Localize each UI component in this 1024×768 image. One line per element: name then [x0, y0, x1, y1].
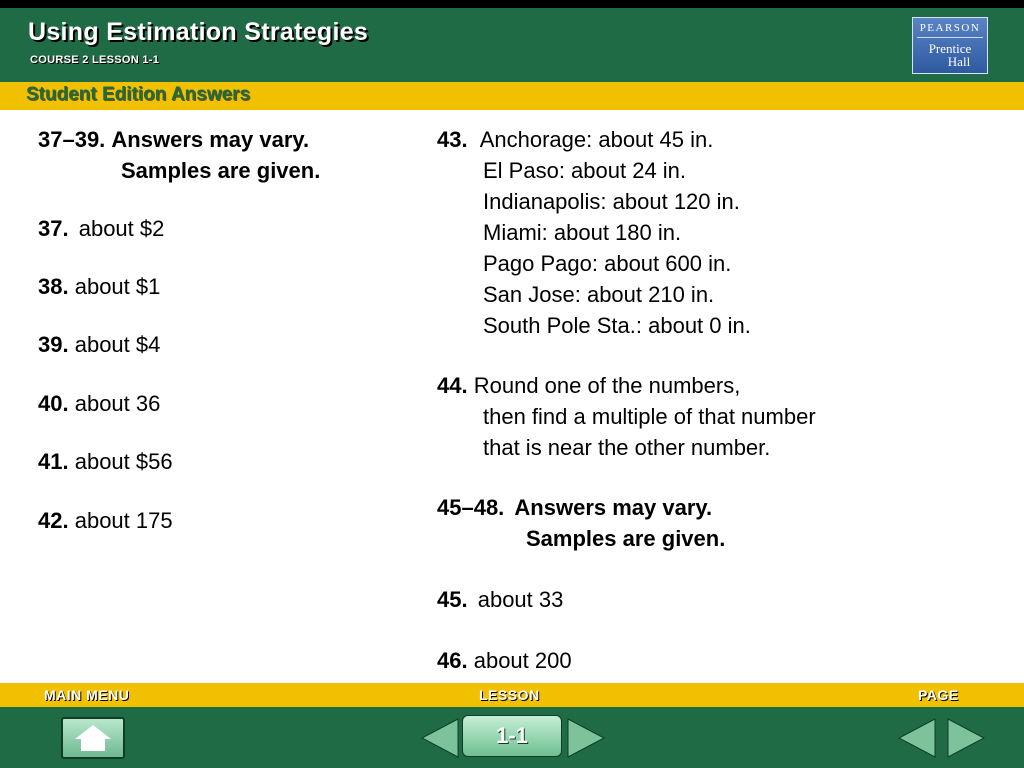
answer-text: about $4 [74, 332, 161, 357]
answer-text: about 200 [473, 648, 572, 673]
logo-line-prentice: Prentice [928, 41, 972, 56]
page-next-arrow-icon[interactable] [946, 717, 986, 759]
answer-39 [38, 329, 160, 360]
answer-number: 45. [437, 587, 468, 612]
answer-43-line: San Jose: about 210 in. [483, 282, 715, 307]
lesson-prev-arrow-icon[interactable] [420, 717, 460, 759]
answer-44-line: Round one of the numbers, [473, 373, 741, 398]
answer-number: 41. [38, 449, 69, 474]
main-menu-button[interactable] [61, 717, 125, 759]
intro-text-line2: Samples are given. [526, 526, 726, 551]
answer-43 [437, 124, 751, 341]
answer-text: about $1 [74, 274, 161, 299]
answer-text: about 33 [477, 587, 564, 612]
answer-44-line: that is near the other number. [483, 435, 771, 460]
answer-42 [38, 505, 173, 536]
intro-text-line1: Answers may vary. [111, 127, 310, 152]
home-icon [73, 723, 113, 753]
question-range-number: 45–48. [437, 495, 505, 520]
answer-number: 42. [38, 508, 69, 533]
intro-text-line2: Samples are given. [121, 158, 321, 183]
page-prev-arrow-icon[interactable] [897, 717, 937, 759]
section-band-label: Student Edition Answers [26, 84, 251, 105]
answer-text: about 175 [74, 508, 173, 533]
answer-43-line: Anchorage: about 45 in. [479, 127, 714, 152]
answer-43-line: Pago Pago: about 600 in. [483, 251, 732, 276]
header [0, 8, 1024, 82]
answer-45 [437, 584, 563, 615]
course-lesson-subtitle: COURSE 2 LESSON 1-1 [30, 54, 160, 66]
lesson-next-arrow-icon[interactable] [566, 717, 606, 759]
answer-46 [437, 645, 572, 676]
answer-number: 46. [437, 648, 468, 673]
intro-text-line1: Answers may vary. [514, 495, 713, 520]
answer-38 [38, 271, 160, 302]
answer-number: 39. [38, 332, 69, 357]
intro-answers-37-39 [38, 124, 320, 186]
question-range-number: 37–39. [38, 127, 106, 152]
answer-text: about $56 [74, 449, 173, 474]
answer-number: 44. [437, 373, 468, 398]
logo-line-pearson: PEARSON [917, 22, 983, 38]
answer-37 [38, 213, 164, 244]
answer-text: about $2 [78, 216, 165, 241]
answer-44 [437, 370, 816, 463]
answer-41 [38, 446, 173, 477]
answer-43-line: South Pole Sta.: about 0 in. [483, 313, 751, 338]
answer-43-line: Indianapolis: about 120 in. [483, 189, 740, 214]
lesson-label: LESSON [479, 687, 540, 703]
answer-43-line: El Paso: about 24 in. [483, 158, 687, 183]
answer-number: 37. [38, 216, 69, 241]
page-title: Using Estimation Strategies [28, 18, 369, 46]
answer-number: 43. [437, 127, 468, 152]
pearson-prentice-hall-logo [912, 17, 988, 74]
answer-43-line: Miami: about 180 in. [483, 220, 682, 245]
intro-answers-45-48 [437, 492, 725, 554]
answer-number: 38. [38, 274, 69, 299]
top-black-bar [0, 0, 1024, 8]
answer-text: about 36 [74, 391, 161, 416]
answer-44-line: then find a multiple of that number [483, 404, 816, 429]
answer-number: 40. [38, 391, 69, 416]
main-menu-label: MAIN MENU [44, 687, 130, 703]
lesson-button[interactable]: 1-1 [462, 715, 562, 757]
page-label: PAGE [918, 687, 959, 703]
logo-line-hall: Hall [947, 54, 971, 69]
answer-40 [38, 388, 160, 419]
